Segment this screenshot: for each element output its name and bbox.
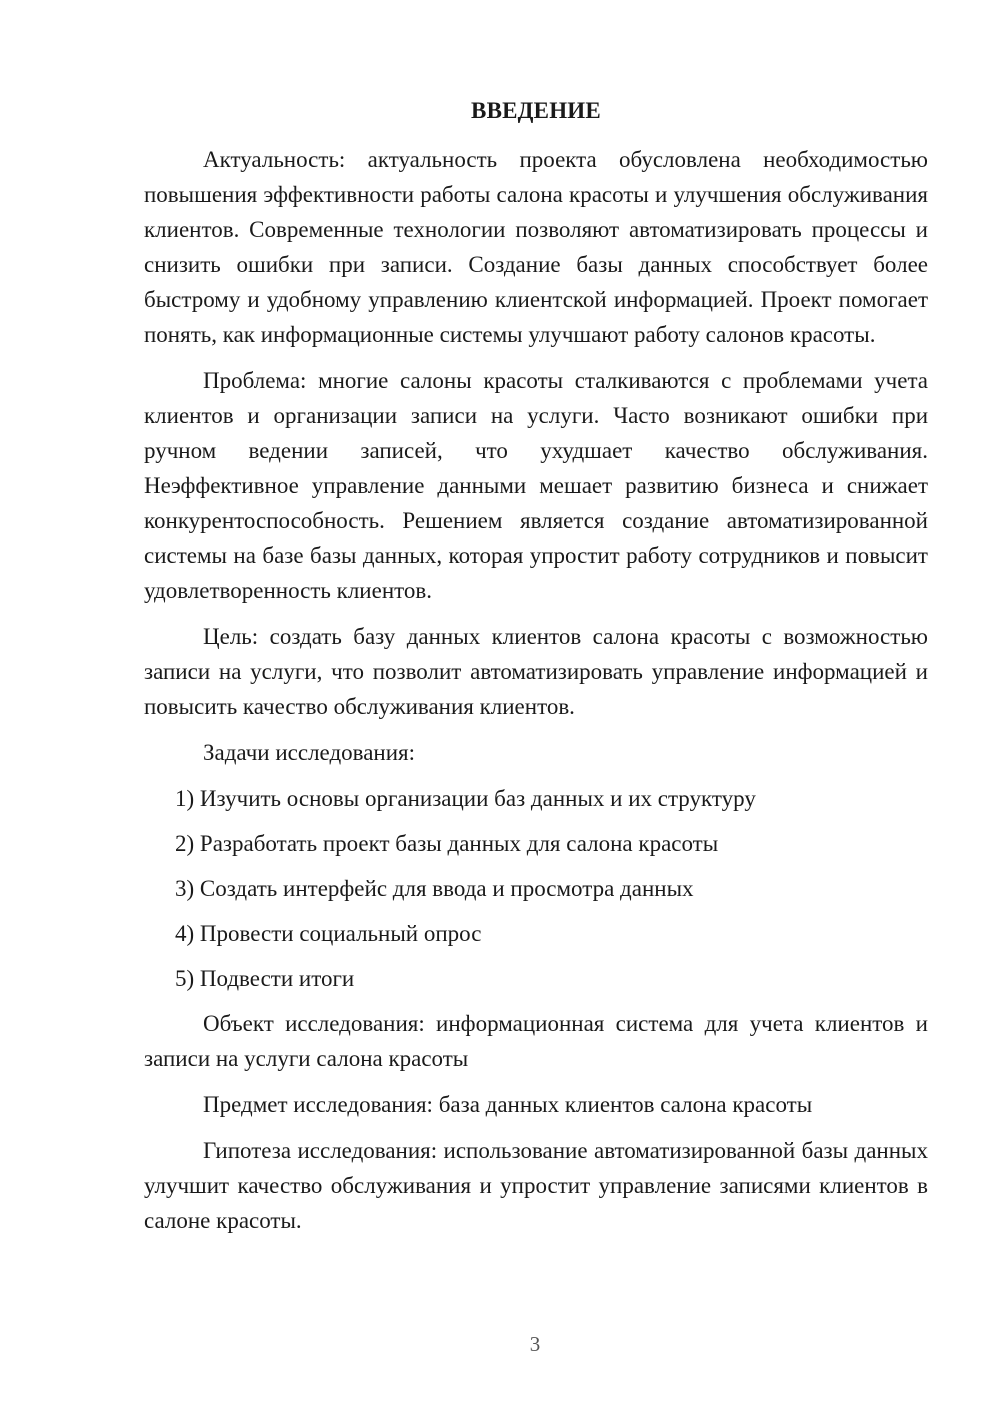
list-item: 4) Провести социальный опрос (175, 921, 482, 946)
tasks-list (144, 781, 928, 996)
paragraph-subject: Предмет исследования: база данных клиентов салона красоты (203, 1092, 813, 1117)
page-number: 3 (529, 1332, 541, 1356)
paragraph-relevance: Актуальность: актуальность проекта обусловлена необходимостью повышения эффективности работы салона красоты и улучшения обслуживания клиентов. Современные технологии позволяют автоматизировать процессы и снизить ошибки при записи. Создание базы данных способствует более быстрому и удобному управлению клиентской информацией. Проект помогает понять, как информационные системы улучшают работу салонов красоты. (144, 147, 928, 347)
paragraph-object: Объект исследования: информационная система для учета клиентов и записи на услуги салона красоты (144, 1011, 928, 1071)
paragraph-problem: Проблема: многие салоны красоты сталкиваются с проблемами учета клиентов и организации записи на услуги. Часто возникают ошибки при ручном ведении записей, что ухудшает качество обслуживания. Неэффективное управление данными мешает развитию бизнеса и снижает конкурентоспособность. Решением является создание автоматизированной системы на базе базы данных, которая упростит работу сотрудников и повысит удовлетворенность клиентов. (144, 368, 928, 603)
paragraph-goal: Цель: создать базу данных клиентов салона красоты с возможностью записи на услуги, что позволит автоматизировать управление информацией и повысить качество обслуживания клиентов. (144, 624, 928, 719)
list-item: 3) Создать интерфейс для ввода и просмотра данных (175, 876, 694, 901)
list-item: 5) Подвести итоги (175, 966, 355, 991)
list-item: 1) Изучить основы организации баз данных и их структуру (175, 786, 756, 811)
paragraph-hypothesis: Гипотеза исследования: использование автоматизированной базы данных улучшит качество обслуживания и упростит управление записями клиентов в салоне красоты. (144, 1138, 928, 1233)
list-item: 2) Разработать проект базы данных для салона красоты (175, 831, 719, 856)
document-page (144, 94, 928, 1249)
page-title: ВВЕДЕНИЕ (471, 98, 601, 123)
tasks-heading: Задачи исследования: (203, 740, 416, 765)
